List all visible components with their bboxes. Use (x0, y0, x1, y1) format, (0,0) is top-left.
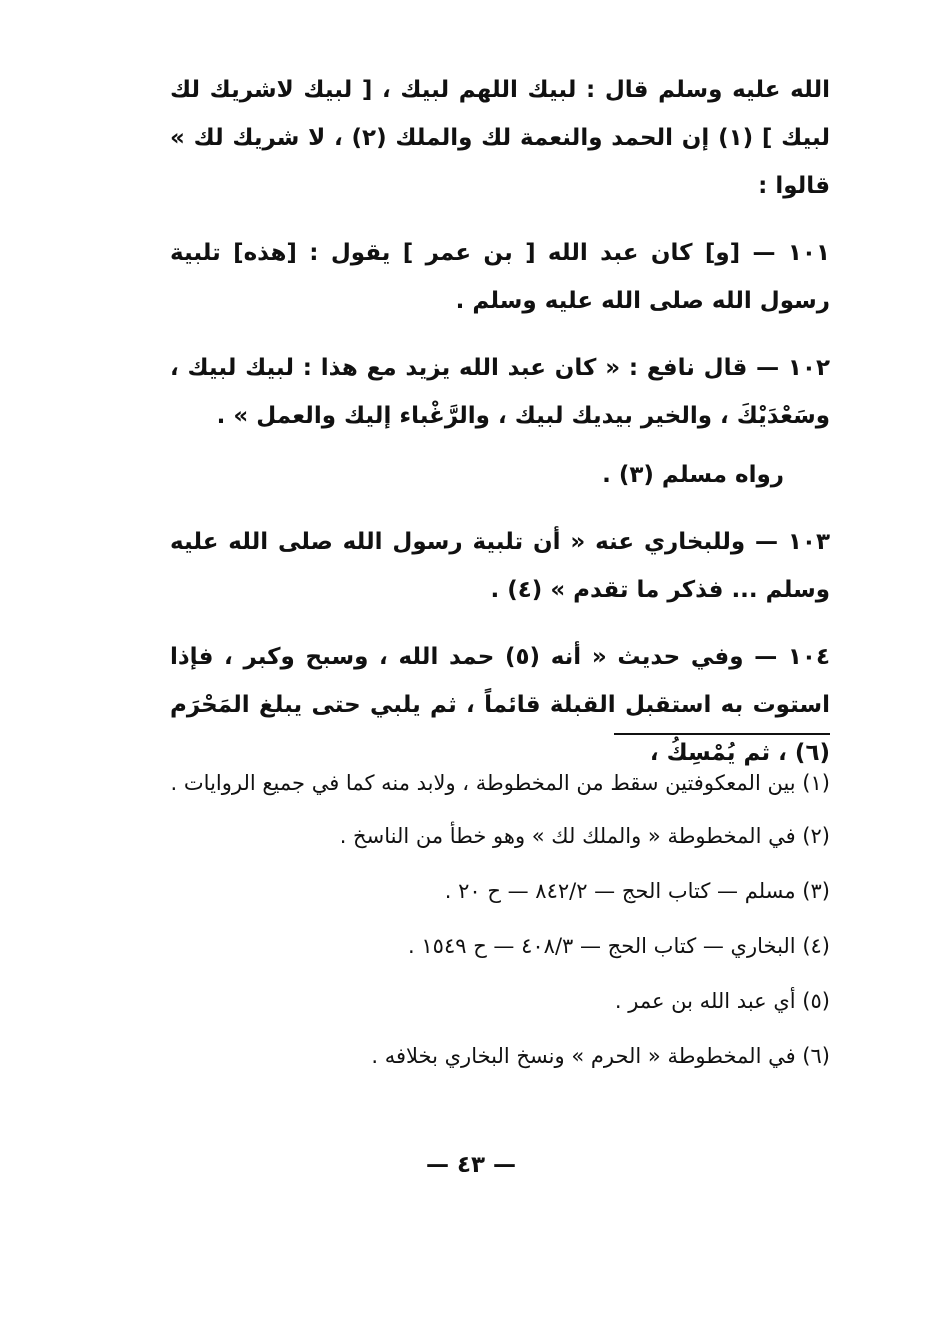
hadith-103: ١٠٣ — وللبخاري عنه « أن تلبية رسول الله صلى الله عليه وسلم ... فذكر ما تقدم » (٤) . (170, 529, 830, 603)
footnote-2: (٢) في المخطوطة « والملك لك » وهو خطأ من الناسخ . (339, 824, 830, 848)
footnote-6: (٦) في المخطوطة « الحرم » ونسخ البخاري بخلافه . (371, 1044, 830, 1068)
hadith-104: ١٠٤ — وفي حديث « أنه (٥) حمد الله ، وسبح وكبر ، فإذا استوت به استقبل القبلة قائماً ، ثم يلبي حتى يبلغ المَحْرَم (٦) ، ثم يُمْسِكُ ، (170, 644, 830, 766)
page-number: — ٤٣ — (425, 1152, 517, 1178)
paragraph-continuation: الله عليه وسلم قال : لبيك اللهم لبيك ، [ لبيك لاشريك لك لبيك ] (١) إن الحمد والنعمة لك والملك (٢) ، لا شريك لك » قالوا : (170, 77, 830, 199)
footnote-5: (٥) أي عبد الله بن عمر . (614, 989, 830, 1013)
footnote-3: (٣) مسلم — كتاب الحج — ٨٤٢/٢ — ح ٢٠ . (444, 879, 830, 903)
main-text (170, 66, 830, 796)
footnote-divider (614, 733, 830, 735)
hadith-101: ١٠١ — [و] كان عبد الله [ بن عمر ] يقول : [هذه] تلبية رسول الله صلى الله عليه وسلم . (170, 240, 830, 314)
footnote-4: (٤) البخاري — كتاب الحج — ٤٠٨/٣ — ح ١٥٤٩ . (408, 934, 830, 958)
hadith-102-riwaya: رواه مسلم (٣) . (602, 462, 784, 488)
hadith-102: ١٠٢ — قال نافع : « كان عبد الله يزيد مع هذا : لبيك لبيك ، وسَعْدَيْكَ ، والخير بيديك لبيك ، والرَّغْباء إليك والعمل » . (170, 355, 830, 429)
footnotes (170, 763, 830, 1091)
footnote-1: (١) بين المعكوفتين سقط من المخطوطة ، ولابد منه كما في جميع الروايات . (170, 771, 830, 795)
